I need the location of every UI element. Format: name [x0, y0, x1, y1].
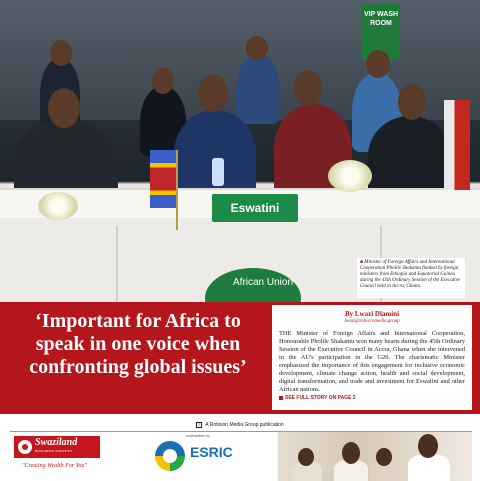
ad-person-head: [376, 448, 392, 466]
table-divider: [116, 226, 118, 302]
delegate-head: [294, 70, 322, 106]
story-box: [272, 305, 472, 410]
photo-caption: [357, 258, 465, 298]
minister-head: [198, 74, 228, 112]
delegate-head: [50, 40, 72, 66]
delegate-figure: [368, 116, 452, 196]
ad-person: [408, 454, 450, 481]
flower-arrangement: [328, 160, 372, 192]
square-bullet-icon: [279, 396, 283, 400]
delegate-head: [366, 50, 390, 78]
african-union-logo: African Union: [205, 268, 301, 302]
esric-emblem-icon: [155, 441, 185, 471]
delegate-head: [48, 88, 80, 128]
flag-pole: [176, 150, 178, 230]
delegate-figure: [236, 54, 280, 124]
esric-underwriter-label: underwritten by: [186, 434, 210, 438]
national-flag: [444, 100, 470, 190]
water-bottle: [212, 158, 224, 186]
main-headline: ‘Important for Africa to speak in one voice when confronting global issues’: [29, 310, 247, 378]
author-email[interactable]: lwazi@robiscomedia.group: [344, 319, 400, 324]
country-placard: Eswatini: [212, 194, 298, 222]
caption-text: Minister of Foreign Affairs and International Cooperation Pholile Shakantu flanked by foreign ministers from Ethiopia and Equatorial Guinea during the 45th Ordinary Session of the Executive Council held in Accra, Ghana.: [360, 260, 460, 289]
flower-arrangement: [38, 192, 78, 220]
caption-bullet-icon: ■: [360, 260, 364, 265]
esric-logo-text[interactable]: ESRIC: [190, 444, 233, 460]
sbs-tagline: "Creating Wealth For You": [22, 463, 87, 469]
eswatini-flag: [150, 150, 176, 208]
ad-photo: [278, 432, 472, 481]
publication-text: A Robison Media Group publication: [205, 422, 284, 428]
delegate-head: [398, 84, 426, 120]
newspaper-icon: ≡: [198, 422, 201, 427]
ad-person-head: [418, 434, 438, 458]
advertisement-strip[interactable]: [10, 431, 472, 481]
sbs-name: [35, 438, 77, 456]
wash-room-sign: VIP WASH ROOM: [362, 4, 400, 60]
swaziland-building-society-logo[interactable]: [14, 436, 100, 458]
see-full-story-link[interactable]: [279, 395, 465, 401]
delegate-head: [246, 36, 268, 60]
sbs-name-text: Swaziland: [35, 437, 78, 448]
publication-credit: [0, 420, 480, 430]
byline: By Lwazi Dlamini: [344, 310, 400, 318]
ad-person-head: [342, 442, 360, 464]
sbs-emblem-icon: [18, 440, 32, 454]
delegate-head: [152, 68, 174, 94]
story-body: THE Minister of Foreign Affairs and International Cooperation, Honourable Pholile Shakantu won many hearts during the 45th Ordinary Session of the Executive Council in Accra, Ghana when she intervened in the AU's participation in the G20. The charismatic Minister emphasized the importance of this engagement for inclusive economic development, climate change action, health and social development, digital transformation, and trade and investment for Eswatini and other African nations.: [279, 330, 465, 393]
see-full-story-label: SEE FULL STORY ON PAGE 2: [285, 395, 356, 401]
sbs-subtitle: BUILDING SOCIETY: [35, 449, 73, 453]
ad-person-head: [298, 448, 314, 466]
